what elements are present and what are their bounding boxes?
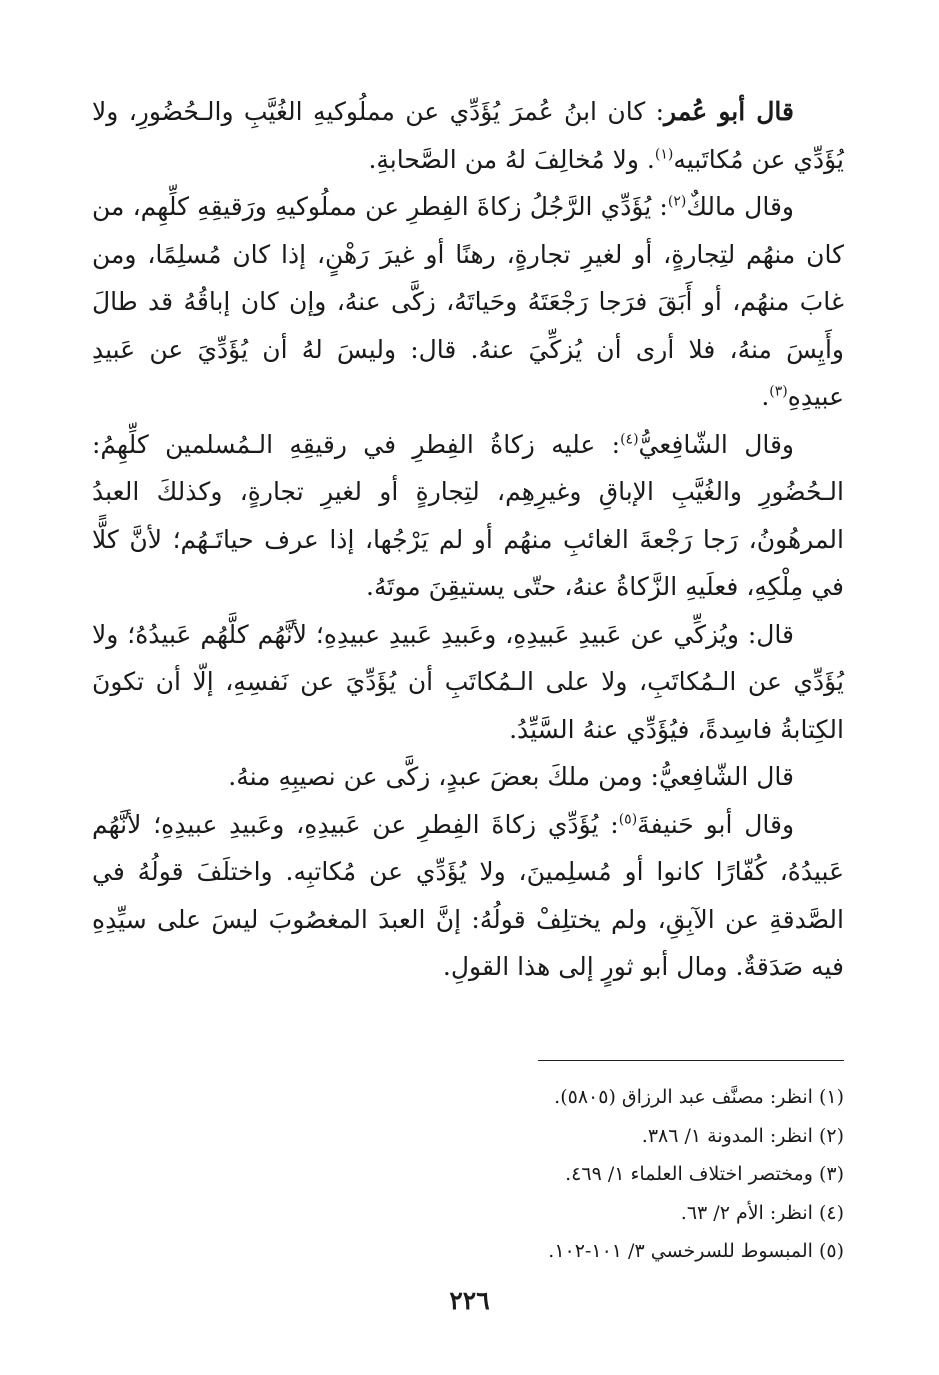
paragraph-text: قال: ويُزكِّي عن عَبيدِ عَبيدِهِ، وعَبيدِ عَبيدِ عبيدِهِ؛ لأنَّهُم كلَّهُم عَبيدُهُ؛ ولا يُؤَدِّي عن الـمُكاتَبِ، ولا على الـمُكاتَبِ أن يُؤَدِّيَ عن نَفسِهِ، إلّا أن تكونَ الكِتابةُ فاسِدةً، فيُؤَدِّي عنهُ السَّيِّدُ.	[92, 619, 844, 744]
footnote-marker: (٣)	[769, 383, 788, 400]
paragraph-6	[92, 801, 844, 991]
footnote-divider	[538, 1060, 844, 1061]
footnotes	[384, 1078, 844, 1271]
footnote-2: (٢) انظر: المدونة ١/ ٣٨٦.	[641, 1124, 844, 1147]
main-text	[92, 88, 844, 991]
paragraph-text: وقال مالكٌ	[686, 192, 794, 221]
footnote-1: (١) انظر: مصنَّف عبد الرزاق (٥٨٠٥).	[554, 1086, 844, 1108]
footnote-marker: (٤)	[620, 431, 639, 448]
paragraph-2	[92, 183, 844, 421]
paragraph-4	[92, 611, 844, 754]
paragraph-3	[92, 421, 844, 611]
paragraph-1	[92, 88, 844, 183]
footnote-marker: (٥)	[618, 811, 638, 828]
paragraph-lead: قال أبو عُمر	[664, 97, 794, 126]
footnote-3: (٣) ومختصر اختلاف العلماء ١/ ٤٦٩.	[565, 1163, 844, 1185]
page-number: ٢٢٦	[449, 1286, 490, 1315]
paragraph-tail: .	[761, 382, 770, 411]
footnote-marker: (١)	[654, 146, 674, 163]
footnote-marker: (٢)	[667, 193, 687, 210]
paragraph-text: قال الشّافِعيُّ: ومن ملكَ بعضَ عبدٍ، زكَّى عن نصيبِهِ منهُ.	[228, 762, 794, 791]
paragraph-5	[92, 753, 844, 801]
paragraph-tail: : يُؤَدِّي الرَّجُلُ زكاةَ الفِطرِ عن مملُوكيهِ ورَقيقِهِ كلِّهِم، من كان منهُم لتِجارةٍ، أو لغيرِ تجارةٍ، رهنًا أو غيرَ رَهْنٍ، إذا كان مُسلِمًا، ومن غابَ منهُم، أو أَبَقَ فرَجا رَجْعَتَهُ وحَياتَهُ، زكَّى عنهُ، وإن كان إباقُهُ قد طالَ وأَيِسَ منهُ، فلا أرى أن يُزكِّيَ عنهُ. قال: وليسَ لهُ أن يُؤَدِّيَ عن عَبيدِ عبيدِهِ	[92, 192, 844, 411]
footnote-4: (٤) انظر: الأم ٢/ ٦٣.	[680, 1201, 844, 1224]
paragraph-text: : كان ابنُ عُمرَ يُؤَدِّي عن مملُوكيهِ الغُيَّبِ والـحُضُورِ، ولا يُؤَدِّي عن مُكاتَبيه	[92, 97, 844, 174]
footnote-5: (٥) المبسوط للسرخسي ٣/ ١٠١-١٠٢.	[548, 1240, 844, 1262]
paragraph-tail: : يُؤَدِّي زكاةَ الفِطرِ عن عَبيدِهِ، وعَبيدِ عبيدِهِ؛ لأنَّهُم عَبيدُهُ، كُفّارًا كانوا أو مُسلِمينَ، ولا يُؤَدِّي عن مُكاتبِه. واختلَفَ قولُهُ في الصَّدقةِ عن الآبِقِ، ولم يختلِفْ قولُهُ: إنَّ العبدَ المغصُوبَ ليسَ على سيِّدِهِ فيه صَدَقةٌ. ومال أبو ثورٍ إلى هذا القولِ.	[92, 809, 845, 981]
paragraph-tail: . ولا مُخالِفَ لهُ من الصَّحابةِ.	[368, 144, 655, 174]
paragraph-tail: : عليه زكاةُ الفِطرِ في رقيقِهِ الـمُسلمين كلِّهِمُ: الـحُضُورِ والغُيَّبِ الإباقِ وغيرِهِم، لتِجارةٍ أو لغيرِ تجارةٍ، وكذلكَ العبدُ المرهُونُ، رَجا رَجْعةَ الغائبِ منهُم أو لم يَرْجُها، إذا عرف حياتَـهُم؛ لأنَّ كلًّا في مِلْكِهِ، فعلَيهِ الزَّكاةُ عنهُ، حتّى يستيقِنَ موتَهُ.	[92, 429, 844, 601]
paragraph-text: وقال أبو حَنيفةَ	[637, 809, 795, 839]
paragraph-text: وقال الشّافِعيُّ	[638, 429, 794, 459]
